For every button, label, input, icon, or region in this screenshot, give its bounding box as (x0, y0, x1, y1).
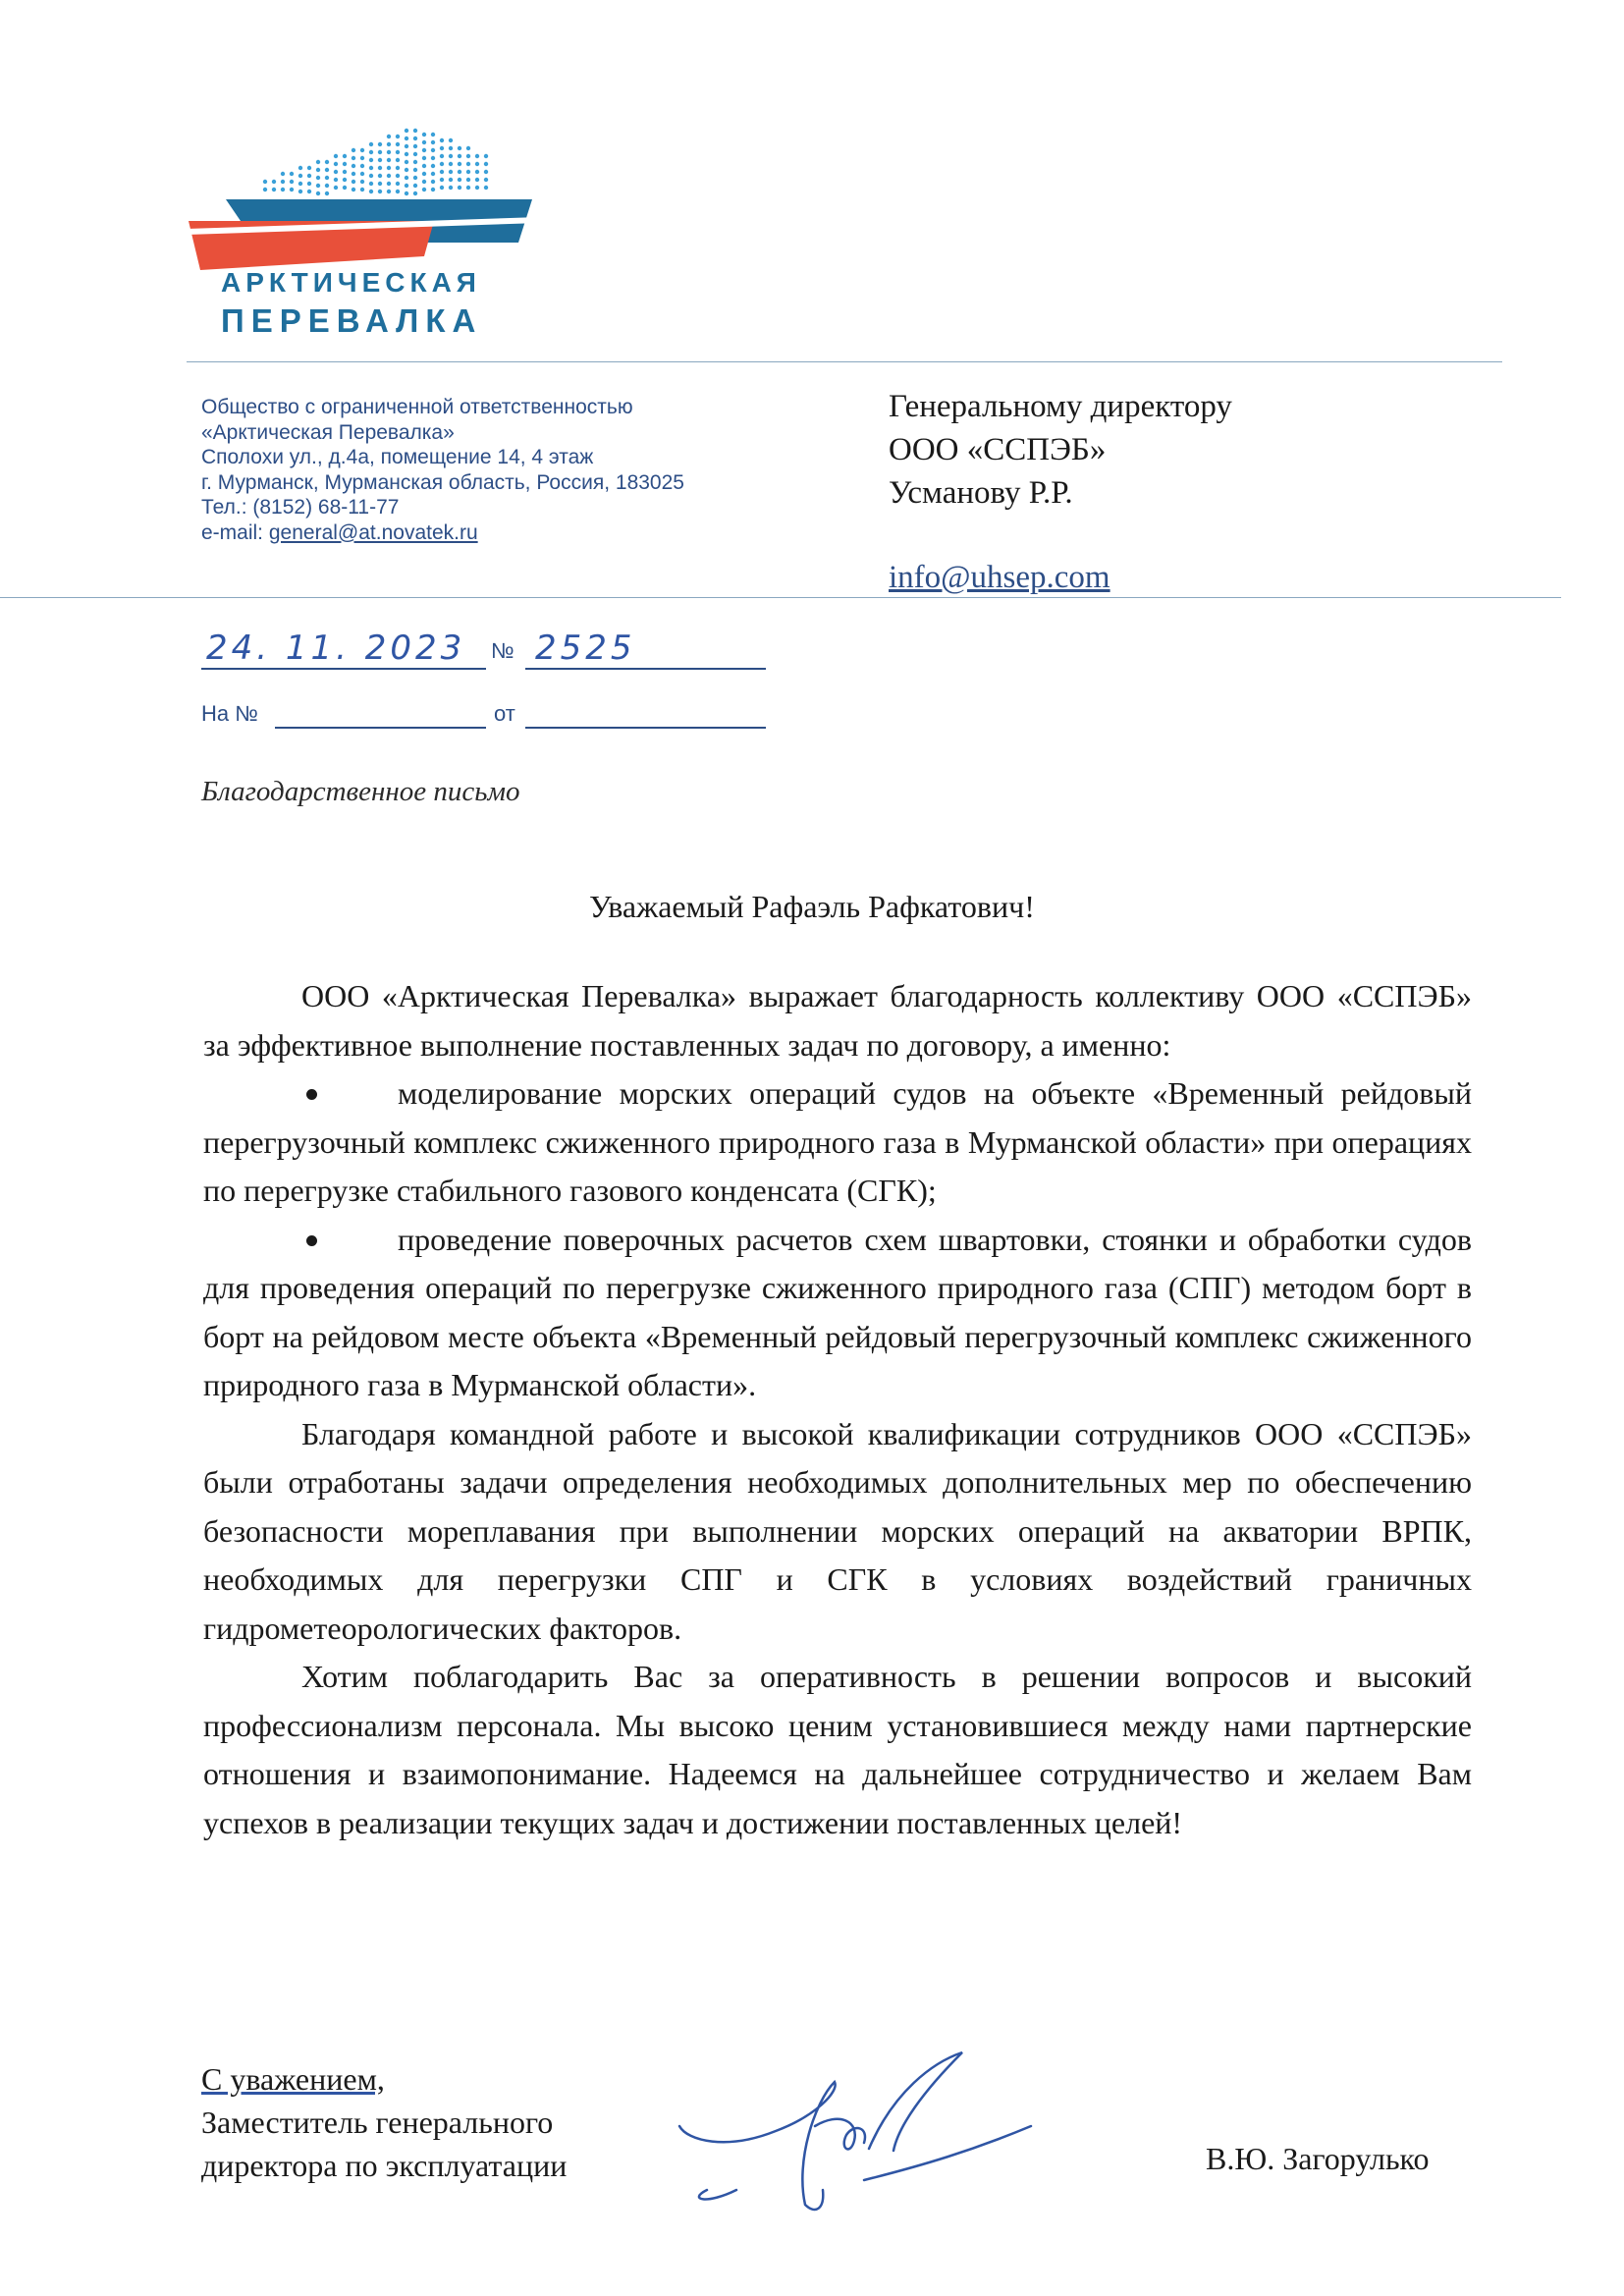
logo-dot (369, 166, 373, 170)
logo-dot (449, 146, 453, 150)
logo-dot (378, 158, 382, 162)
ref-date-label: от (494, 701, 515, 726)
sender-line: Общество с ограниченной ответственностью (201, 396, 633, 418)
logo-dot (387, 182, 391, 186)
logo-dot (378, 190, 382, 193)
logo-dots (263, 129, 488, 195)
logo-dot (360, 156, 364, 160)
body-paragraph-3: Хотим поблагодарить Вас за оперативность в решении вопросов и высокий профессионализм персонала. Мы высоко ценим установившиеся между нами партнерские отношения и взаимопонимание. Надеемся на дальнейшее сотрудничество и желаем Вам успехов в реализации текущих задач и достижении поставленных целей! (203, 1659, 1472, 1840)
logo-dot (352, 188, 355, 191)
logo-dot (431, 133, 435, 137)
sender-block (201, 395, 810, 545)
recipient-line: Усманову Р.Р. (889, 475, 1073, 511)
signer-position-line1: Заместитель генерального (201, 2105, 554, 2140)
logo-dot (387, 158, 391, 162)
task-list-item-text: проведение поверочных расчетов схем швартовки, стоянки и обработки судов для проведения операций по перегрузке сжиженного природного газа (СПГ) методом борт в борт на рейдовом месте объекта «Временный рейдовый перегрузочный комплекс сжиженного природного газа в Мурманской области». (203, 1221, 1472, 1402)
logo-dot (475, 162, 479, 166)
recipient-line: Генеральному директору (889, 389, 1232, 424)
date-underline (201, 668, 486, 670)
logo-dot (440, 186, 444, 190)
logo-dot (396, 150, 400, 154)
logo-dot (352, 180, 355, 184)
logo-dot (378, 166, 382, 170)
logo-dot (290, 180, 294, 184)
logo-dot (413, 176, 417, 180)
logo-dot (440, 138, 444, 142)
recipient-block (889, 385, 1232, 599)
logo-dot (263, 180, 267, 184)
logo-dot (405, 137, 408, 140)
bullet-icon (306, 1089, 317, 1100)
logo-dot (413, 160, 417, 164)
logo-dot (316, 191, 320, 195)
task-list-item-text: моделирование морских операций судов на объекте «Временный рейдовый перегрузочный комплекс сжиженного природного газа в Мурманской области» при операциях по перегрузке стабильного газового конденсата (СГК); (203, 1075, 1472, 1208)
logo-dot (466, 178, 470, 182)
logo-dot (298, 190, 302, 193)
handwritten-signature (668, 2033, 1110, 2229)
logo-dot (387, 135, 391, 138)
logo-dot (422, 164, 426, 168)
logo-dot (387, 142, 391, 146)
logo-dot (307, 190, 311, 193)
logo-dot (343, 154, 347, 158)
logo-dot (281, 172, 285, 176)
logo-dot (431, 188, 435, 191)
logo-dot (431, 148, 435, 152)
logo-dot (298, 174, 302, 178)
sender-email-label: e-mail: (201, 520, 269, 544)
logo-dot (334, 154, 338, 158)
logo-dot (405, 160, 408, 164)
letter-subject: Благодарственное письмо (201, 776, 520, 807)
logo-dot (484, 162, 488, 166)
logo-dot (352, 148, 355, 152)
logo-dot (378, 174, 382, 178)
logo-dot (396, 166, 400, 170)
logo-dot (466, 162, 470, 166)
logo-dot (378, 150, 382, 154)
logo-dot (360, 148, 364, 152)
task-list-item (203, 1069, 1472, 1216)
bullet-icon (306, 1235, 317, 1246)
logo-dot (316, 184, 320, 188)
logo-dot (405, 184, 408, 188)
logo-dot (440, 170, 444, 174)
logo-dot (475, 186, 479, 190)
logo-dot (343, 186, 347, 190)
sender-line: Сполохи ул., д.4а, помещение 14, 4 этаж (201, 446, 594, 468)
logo-dot (431, 140, 435, 144)
logo-dot (405, 168, 408, 172)
logo-dot (413, 144, 417, 148)
logo-dot (422, 133, 426, 137)
logo-dot (458, 186, 461, 190)
logo-dot (484, 178, 488, 182)
logo-dot (307, 166, 311, 170)
logo-dot (387, 150, 391, 154)
logo-dot (458, 154, 461, 158)
recipient-line: ООО «ССПЭБ» (889, 432, 1107, 467)
logo-dot (449, 154, 453, 158)
logo-text-line1: АРКТИЧЕСКАЯ (221, 267, 481, 298)
logo-dot (334, 178, 338, 182)
ref-date-field (525, 727, 766, 729)
logo-dot (325, 184, 329, 188)
logo-dot (352, 164, 355, 168)
logo-dot (369, 182, 373, 186)
sender-email-link[interactable]: general@at.novatek.ru (268, 520, 478, 544)
recipient-email-link[interactable]: info@uhsep.com (889, 560, 1110, 595)
logo-dot (396, 182, 400, 186)
ref-number-label: На № (201, 701, 258, 726)
logo-dot (334, 162, 338, 166)
sender-email-line (201, 520, 810, 546)
logo-dot (396, 158, 400, 162)
logo-dot (449, 170, 453, 174)
logo-dot (334, 170, 338, 174)
logo-dot (458, 178, 461, 182)
logo-dot (352, 156, 355, 160)
logo-dot (449, 138, 453, 142)
logo-dot (484, 154, 488, 158)
logo-dot (316, 160, 320, 164)
logo-dot (281, 188, 285, 191)
logo-dot (413, 168, 417, 172)
logo-dot (405, 129, 408, 133)
logo-dot (343, 178, 347, 182)
logo-dot (484, 170, 488, 174)
logo-dot (422, 180, 426, 184)
logo-dot (360, 164, 364, 168)
logo-dot (325, 191, 329, 195)
logo-dot (343, 162, 347, 166)
logo-dot (378, 182, 382, 186)
logo-dot (325, 176, 329, 180)
logo-dot (431, 156, 435, 160)
header-divider (187, 361, 1502, 362)
logo-dot (325, 168, 329, 172)
logo-dot (440, 178, 444, 182)
number-underline (525, 668, 766, 670)
logo-dot (369, 174, 373, 178)
logo-dot (413, 191, 417, 195)
logo-dot (422, 156, 426, 160)
logo-dot (360, 172, 364, 176)
logo-dot (387, 190, 391, 193)
logo-dot (422, 140, 426, 144)
logo-dot (466, 170, 470, 174)
logo-dot (307, 182, 311, 186)
logo-dot (272, 180, 276, 184)
logo-dot (387, 166, 391, 170)
body-paragraph-2: Благодаря командной работе и высокой квалификации сотрудников ООО «ССПЭБ» были отработаны задачи определения необходимых дополнительных мер по обеспечению безопасности мореплавания при выполнении морских операций на акватории ВРПК, необходимых для перегрузки СПГ и СГК в условиях воздействий граничных гидрометеорологических факторов. (203, 1415, 1472, 1646)
task-list (203, 1069, 1472, 1410)
logo-dot (290, 188, 294, 191)
logo-dot (466, 154, 470, 158)
logo-dot (466, 146, 470, 150)
header-divider-lower (0, 597, 1561, 598)
logo-dot (405, 176, 408, 180)
logo-dot (440, 146, 444, 150)
handwritten-number: 2525 (535, 629, 636, 668)
logo-dot (343, 170, 347, 174)
logo-dot (369, 158, 373, 162)
handwritten-date: 24. 11. 2023 (206, 629, 466, 668)
logo-dot (316, 168, 320, 172)
logo-text-line2: ПЕРЕВАЛКА (221, 302, 483, 339)
logo-dot (440, 162, 444, 166)
logo-dot (263, 188, 267, 191)
number-label: № (491, 638, 514, 663)
logo-dot (360, 188, 364, 191)
logo-dot (413, 137, 417, 140)
sender-line: г. Мурманск, Мурманская область, Россия, 183025 (201, 470, 684, 494)
logo-dot (475, 178, 479, 182)
logo-dot (281, 180, 285, 184)
logo-dot (431, 180, 435, 184)
logo-dot (396, 190, 400, 193)
sender-line: Тел.: (8152) 68-11-77 (201, 496, 400, 519)
logo-dot (396, 135, 400, 138)
logo-dot (431, 164, 435, 168)
logo-dot (413, 184, 417, 188)
logo-dot (325, 160, 329, 164)
logo-dot (334, 186, 338, 190)
logo-dot (449, 186, 453, 190)
logo-dot (475, 170, 479, 174)
logo-dot (316, 176, 320, 180)
logo-dot (405, 152, 408, 156)
logo-dot (405, 144, 408, 148)
logo-dot (369, 150, 373, 154)
logo-dot (449, 162, 453, 166)
intro-paragraph: ООО «Арктическая Перевалка» выражает благодарность коллективу ООО «ССПЭБ» за эффективное выполнение поставленных задач по договору, а именно: (203, 978, 1472, 1063)
logo-dot (449, 178, 453, 182)
logo-dot (413, 129, 417, 133)
logo-dot (396, 142, 400, 146)
logo-dot (378, 142, 382, 146)
logo-dot (466, 186, 470, 190)
logo-dot (298, 166, 302, 170)
logo-dot (431, 172, 435, 176)
logo-dot (290, 172, 294, 176)
signer-position-line2: директора по эксплуатации (201, 2148, 568, 2183)
logo-dot (422, 148, 426, 152)
logo-dot (475, 154, 479, 158)
logo-dot (369, 190, 373, 193)
logo-dot (440, 154, 444, 158)
closing-regards: С уважением, (201, 2061, 385, 2097)
logo-dot (352, 172, 355, 176)
logo-dot (422, 172, 426, 176)
letter-greeting: Уважаемый Рафаэль Рафкатович! (589, 889, 1035, 924)
logo-dot (458, 146, 461, 150)
logo-dot (387, 174, 391, 178)
logo-dot (307, 174, 311, 178)
logo-dot (298, 182, 302, 186)
sender-line: «Арктическая Перевалка» (201, 420, 455, 444)
logo-dot (369, 142, 373, 146)
letter-body (203, 972, 1472, 1847)
logo-dot (458, 170, 461, 174)
task-list-item (203, 1216, 1472, 1410)
ref-number-field (275, 727, 486, 729)
signer-name: В.Ю. Загорулько (1206, 2141, 1430, 2176)
logo-dot (458, 162, 461, 166)
logo-dot (422, 188, 426, 191)
closing-block (201, 2057, 567, 2187)
logo-dot (360, 180, 364, 184)
logo-dot (272, 188, 276, 191)
logo-dot (413, 152, 417, 156)
logo-dot (396, 174, 400, 178)
logo-dot (405, 191, 408, 195)
logo-dot (484, 186, 488, 190)
